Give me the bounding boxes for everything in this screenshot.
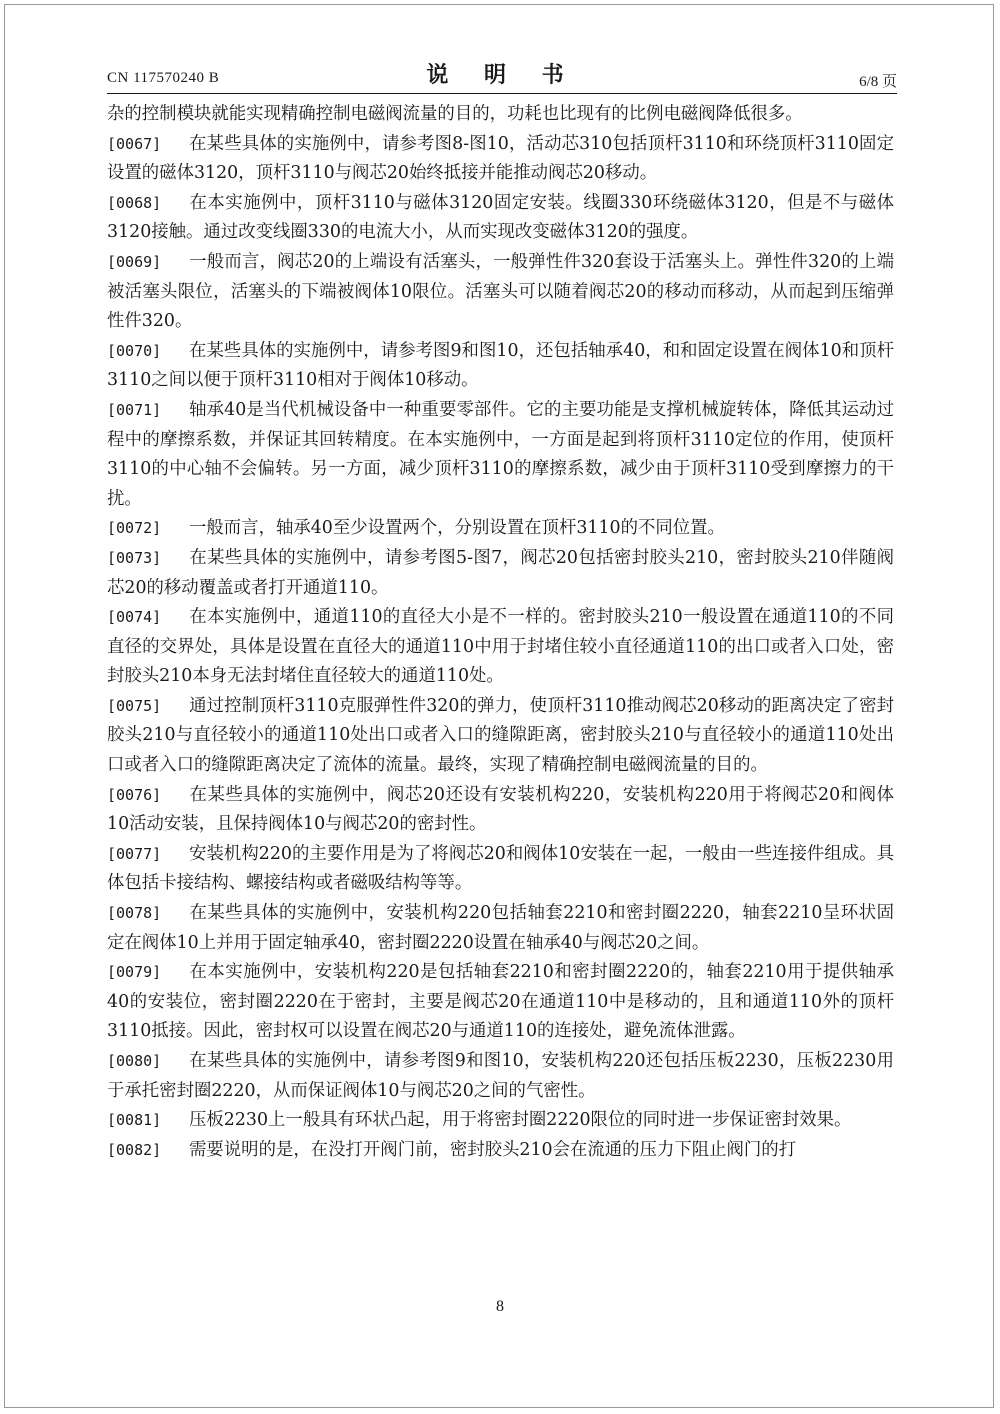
paragraph-number: [0079] bbox=[107, 963, 162, 982]
paragraph bbox=[107, 692, 894, 781]
page-header bbox=[107, 56, 897, 96]
paragraph-text: 一般而言，轴承40至少设置两个，分别设置在顶杆3110的不同位置。 bbox=[189, 518, 725, 539]
page-number: 8 bbox=[496, 1298, 504, 1315]
paragraph-number: [0071] bbox=[107, 400, 162, 419]
paragraph bbox=[107, 544, 894, 603]
publication-number: CN 117570240 B bbox=[107, 70, 220, 86]
paragraph-text: 在某些具体的实施例中，请参考图9和图10，安装机构220还包括压板2230，压板2230用于承托密封圈2220，从而保证阀体10与阀芯20之间的气密性。 bbox=[107, 1051, 894, 1101]
paragraph-text: 一般而言，阀芯20的上端设有活塞头，一般弹性件320套设于活塞头上。弹性件320的上端被活塞头限位，活塞头的下端被阀体10限位。活塞头可以随着阀芯20的移动而移动，从而起到压缩弹性件320。 bbox=[107, 251, 894, 332]
page-indicator: 6/8 页 bbox=[859, 74, 897, 90]
paragraph bbox=[107, 337, 894, 396]
paragraph-number: [0070] bbox=[107, 341, 162, 360]
paragraph bbox=[107, 514, 894, 544]
paragraph bbox=[107, 1106, 894, 1136]
paragraph-number: [0072] bbox=[107, 519, 162, 538]
paragraph-text: 通过控制顶杆3110克服弹性件320的弹力，使顶杆3110推动阀芯20移动的距离决定了密封胶头210与直径较小的通道110处出口或者入口的缝隙距离，密封胶头210与直径较小的通道110处出口或者入口的缝隙距离决定了流体的流量。最终，实现了精确控制电磁阀流量的目的。 bbox=[107, 695, 894, 776]
paragraph-text: 在某些具体的实施例中，安装机构220包括轴套2210和密封圈2220，轴套2210呈环状固定在阀体10上并用于固定轴承40，密封圈2220设置在轴承40与阀芯20之间。 bbox=[107, 903, 894, 953]
document-title: 说 明 书 bbox=[426, 62, 578, 88]
paragraph bbox=[107, 1136, 894, 1166]
paragraph-text: 压板2230上一般具有环状凸起，用于将密封圈2220限位的同时进一步保证密封效果。 bbox=[189, 1110, 852, 1131]
paragraph-number: [0073] bbox=[107, 548, 162, 567]
paragraph-number: [0069] bbox=[107, 252, 162, 271]
paragraph bbox=[107, 189, 894, 248]
paragraph bbox=[107, 781, 894, 840]
paragraph bbox=[107, 899, 894, 958]
page-footer bbox=[0, 1298, 1000, 1316]
paragraph bbox=[107, 958, 894, 1047]
paragraph-number: [0075] bbox=[107, 696, 162, 715]
paragraph-number: [0081] bbox=[107, 1111, 162, 1130]
paragraph-text: 在本实施例中，顶杆3110与磁体3120固定安装。线圈330环绕磁体3120，但是不与磁体3120接触。通过改变线圈330的电流大小，从而实现改变磁体3120的强度。 bbox=[107, 192, 894, 243]
paragraph-text: 轴承40是当代机械设备中一种重要零部件。它的主要功能是支撑机械旋转体，降低其运动过程中的摩擦系数，并保证其回转精度。在本实施例中，一方面是起到将顶杆3110定位的作用，使顶杆3110的中心轴不会偏转。另一方面，减少顶杆3110的摩擦系数，减少由于顶杆3110受到摩擦力的干扰。 bbox=[107, 399, 894, 509]
paragraph-text: 在本实施例中，通道110的直径大小是不一样的。密封胶头210一般设置在通道110的不同直径的交界处，具体是设置在直径大的通道110中用于封堵住较小直径通道110的出口或者入口处，密封胶头210本身无法封堵住直径较大的通道110处。 bbox=[107, 607, 894, 687]
paragraph-text: 需要说明的是，在没打开阀门前，密封胶头210会在流通的压力下阻止阀门的打 bbox=[189, 1139, 797, 1160]
paragraph bbox=[107, 396, 894, 514]
paragraph-number: [0077] bbox=[107, 844, 162, 863]
header-rule bbox=[107, 93, 897, 94]
paragraph bbox=[107, 248, 894, 337]
paragraph-text: 在某些具体的实施例中，请参考图9和图10，还包括轴承40，和和固定设置在阀体10和顶杆3110之间以便于顶杆3110相对于阀体10移动。 bbox=[107, 340, 894, 391]
paragraph-number: [0078] bbox=[107, 904, 162, 923]
document-body bbox=[107, 100, 894, 1165]
paragraph bbox=[107, 603, 894, 692]
paragraph-text: 安装机构220的主要作用是为了将阀芯20和阀体10安装在一起，一般由一些连接件组成。具体包括卡接结构、螺接结构或者磁吸结构等等。 bbox=[107, 843, 894, 894]
paragraph-text: 在某些具体的实施例中，请参考图8-图10，活动芯310包括顶杆3110和环绕顶杆3110固定设置的磁体3120，顶杆3110与阀芯20始终抵接并能推动阀芯20移动。 bbox=[107, 133, 894, 184]
paragraph-text: 在本实施例中，安装机构220是包括轴套2210和密封圈2220的，轴套2210用于提供轴承40的安装位，密封圈2220在于密封，主要是阀芯20在通道110中是移动的，且和通道110外的顶杆3110抵接。因此，密封权可以设置在阀芯20与通道110的连接处，避免流体泄露。 bbox=[107, 962, 894, 1042]
paragraph-number: [0074] bbox=[107, 608, 162, 627]
paragraph bbox=[107, 130, 894, 189]
paragraph-text: 在某些具体的实施例中，请参考图5-图7，阀芯20包括密封胶头210，密封胶头210伴随阀芯20的移动覆盖或者打开通道110。 bbox=[107, 547, 894, 598]
paragraph-number: [0076] bbox=[107, 785, 162, 804]
continuation-paragraph: 杂的控制模块就能实现精确控制电磁阀流量的目的，功耗也比现有的比例电磁阀降低很多。 bbox=[107, 104, 803, 124]
paragraph bbox=[107, 1047, 894, 1106]
paragraph-list bbox=[107, 130, 894, 1166]
paragraph-number: [0067] bbox=[107, 134, 162, 153]
paragraph-number: [0068] bbox=[107, 193, 162, 212]
paragraph bbox=[107, 840, 894, 899]
paragraph-number: [0082] bbox=[107, 1140, 162, 1159]
paragraph-text: 在某些具体的实施例中，阀芯20还设有安装机构220，安装机构220用于将阀芯20和阀体10活动安装，且保持阀体10与阀芯20的密封性。 bbox=[107, 784, 894, 835]
paragraph-number: [0080] bbox=[107, 1052, 162, 1070]
